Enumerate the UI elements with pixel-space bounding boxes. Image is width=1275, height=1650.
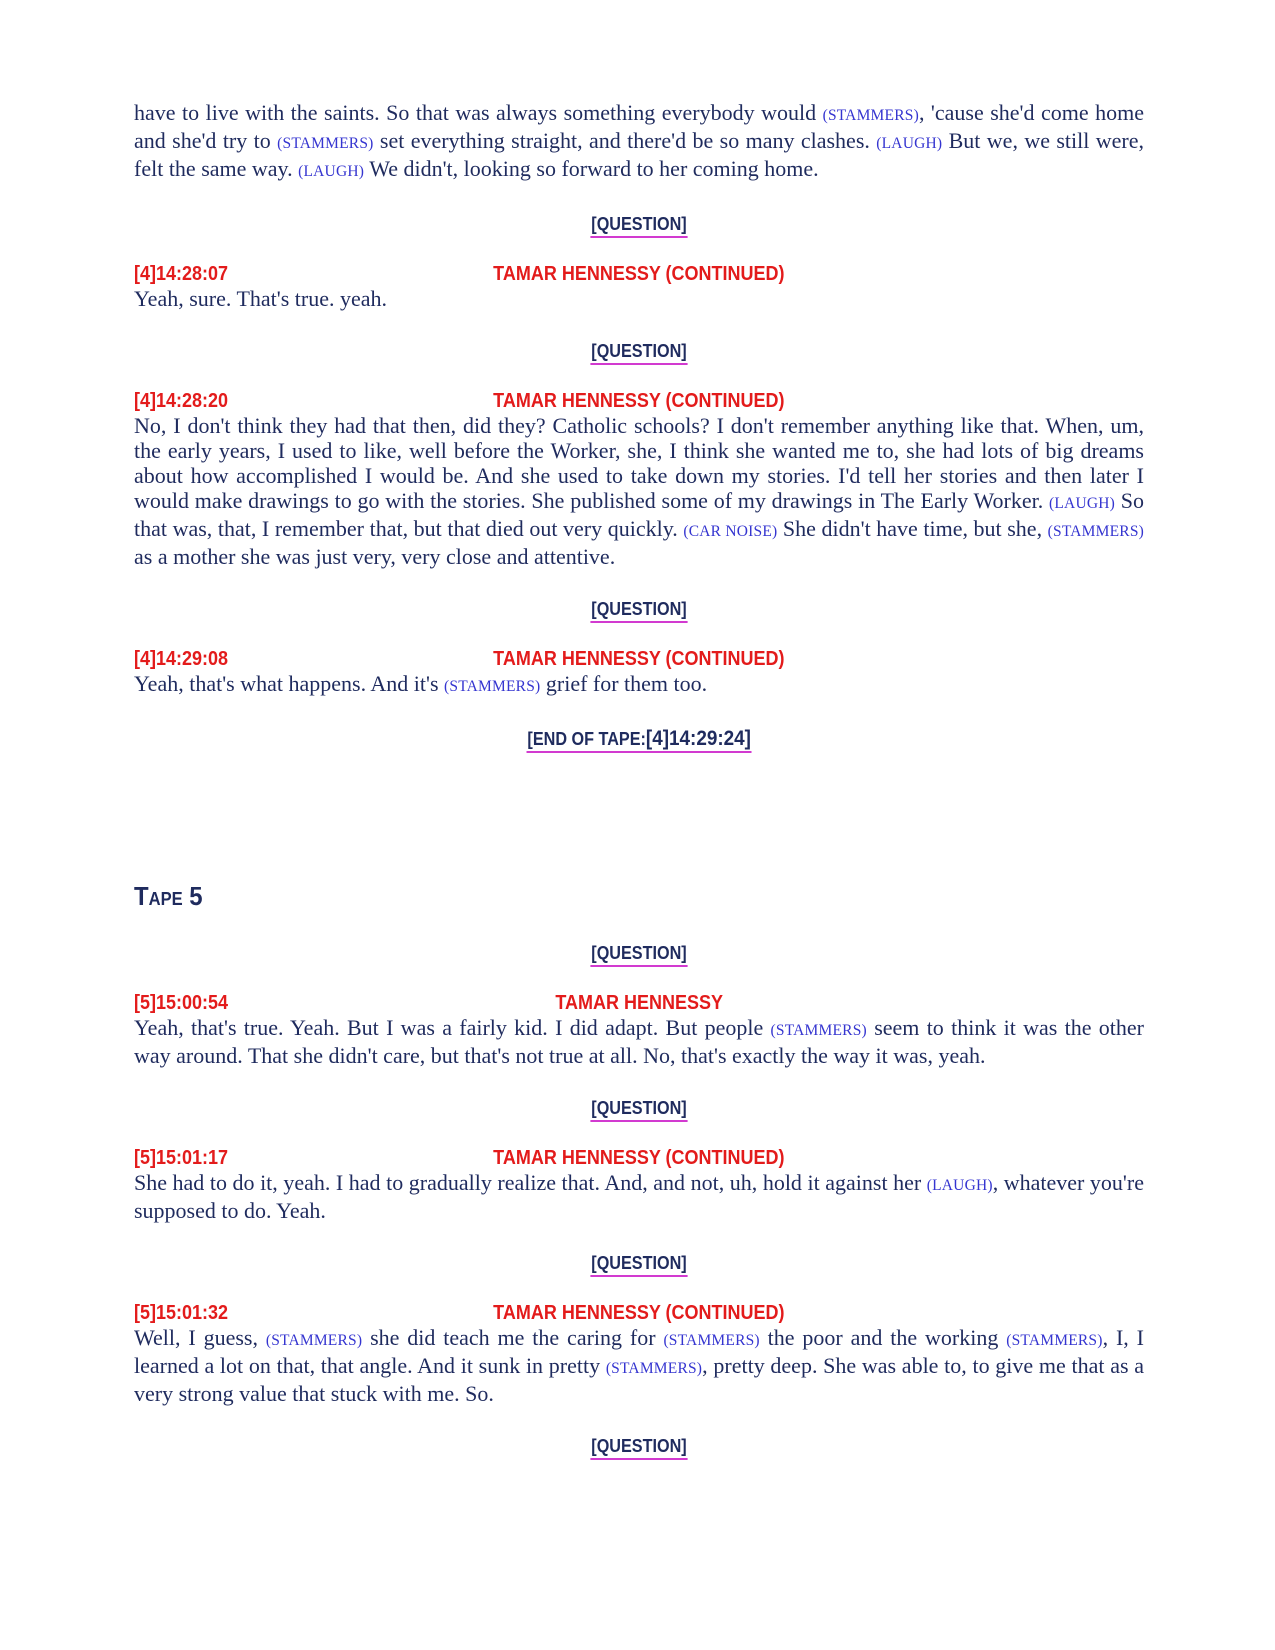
speech-text: , whatever you're supposed to do. Yeah.: [134, 1170, 1144, 1223]
timecode: [4]14:28:07: [134, 263, 229, 285]
transcript-paragraph: [134, 100, 1144, 184]
speech-text: , pretty deep. She was able to, to give me that as a very strong value that stuck with me. So.: [134, 1353, 1145, 1406]
transcript-paragraph: [134, 671, 1144, 699]
question-marker: [134, 1249, 1144, 1275]
timecode: [4]14:29:08: [134, 648, 229, 670]
transcript-paragraph: [134, 1170, 1144, 1223]
sound-cue: (STAMMERS): [605, 1360, 703, 1377]
speech-text: seem to think it was the other way around. That she didn't care, but that's not true at all. No, that's exactly the way it was, yeah.: [134, 1015, 1144, 1068]
question-label: [QUESTION]: [590, 598, 687, 623]
question-marker: [134, 337, 1144, 363]
sound-cue: (STAMMERS): [770, 1022, 867, 1039]
speaker-header: [134, 991, 1144, 1015]
sound-cue: (STAMMERS): [444, 678, 541, 695]
question-label: [QUESTION]: [590, 213, 687, 238]
question-label: [QUESTION]: [590, 340, 687, 365]
timecode: [5]15:01:32: [134, 1302, 229, 1324]
speech-text: Yeah, that's true. Yeah. But I was a fairly kid. I did adapt. But people: [134, 1015, 771, 1040]
speaker-header: [134, 1301, 1144, 1325]
sound-cue: (LAUGH): [926, 1177, 993, 1194]
sound-cue: (LAUGH): [876, 135, 943, 152]
question-marker: [134, 595, 1144, 621]
end-of-tape-timecode: [4]14:29:24]: [645, 727, 751, 750]
question-marker: [134, 939, 1144, 965]
sound-cue: (STAMMERS): [1006, 1332, 1103, 1349]
speech-text: have to live with the saints. So that was always something everybody would: [134, 100, 823, 125]
timecode: [5]15:01:17: [134, 1147, 229, 1169]
sound-cue: (STAMMERS): [265, 1332, 363, 1349]
question-label: [QUESTION]: [590, 1435, 687, 1460]
question-label: [QUESTION]: [590, 1097, 687, 1122]
speech-text: So that was, that, I remember that, but that died out very quickly.: [134, 488, 1144, 541]
speech-text: But we, we still were, felt the same way.: [134, 128, 1144, 181]
sound-cue: (STAMMERS): [1047, 523, 1145, 540]
timecode: [5]15:00:54: [134, 992, 229, 1014]
speech-text: Well, I guess,: [134, 1325, 266, 1350]
transcript-paragraph: [134, 1015, 1144, 1068]
speaker-name: TAMAR HENNESSY: [555, 992, 723, 1014]
speaker-header: [134, 262, 1144, 286]
timecode: [4]14:28:20: [134, 390, 229, 412]
question-marker: [134, 210, 1144, 236]
speech-text: We didn't, looking so forward to her coming home.: [364, 156, 819, 181]
sound-cue: (STAMMERS): [663, 1332, 760, 1349]
speech-text: She didn't have time, but she,: [777, 516, 1048, 541]
speech-text: Yeah, that's what happens. And it's: [134, 671, 445, 696]
question-label: [QUESTION]: [590, 1252, 687, 1277]
sound-cue: (LAUGH): [1049, 495, 1115, 512]
end-of-tape-label: [526, 728, 751, 753]
speaker-name: TAMAR HENNESSY (CONTINUED): [493, 1147, 785, 1169]
question-marker: [134, 1094, 1144, 1120]
speech-text: She had to do it, yeah. I had to gradually realize that. And, and not, uh, hold it against her: [134, 1170, 927, 1195]
speaker-header: [134, 647, 1144, 671]
speech-text: , I, I learned a lot on that, that angle. And it sunk in pretty: [134, 1325, 1144, 1378]
speaker-name: TAMAR HENNESSY (CONTINUED): [493, 390, 785, 412]
sound-cue: (LAUGH): [298, 163, 365, 180]
sound-cue: (STAMMERS): [822, 107, 919, 124]
question-marker: [134, 1432, 1144, 1458]
speaker-name: TAMAR HENNESSY (CONTINUED): [493, 648, 785, 670]
sound-cue: (STAMMERS): [277, 135, 374, 152]
sound-cue: (CAR NOISE): [683, 523, 778, 540]
transcript-paragraph: [134, 286, 1144, 311]
speech-text: , 'cause she'd come home and she'd try to: [134, 100, 1144, 153]
end-of-tape-marker: [134, 725, 1144, 751]
speech-text: No, I don't think they had that then, did they? Catholic schools? I don't remember anything like that. When, um, the early years, I used to like, well before the Worker, she, I think she wanted me to, she had lots of big dreams about how accomplished I would be. And she used to take down my stories. I'd tell her stories and then later I would make drawings to go with the stories. She published some of my drawings in The Early Worker.: [134, 413, 1144, 513]
speech-text: the poor and the working: [759, 1325, 1007, 1350]
transcript-page: [134, 100, 1144, 1484]
end-of-tape-text: [END OF TAPE:: [527, 729, 646, 749]
speaker-header: [134, 1146, 1144, 1170]
speech-text: set everything straight, and there'd be so many clashes.: [373, 128, 877, 153]
speaker-name: TAMAR HENNESSY (CONTINUED): [493, 1302, 785, 1324]
speech-text: grief for them too.: [540, 671, 708, 696]
speech-text: she did teach me the caring for: [362, 1325, 664, 1350]
tape-heading: Tape 5: [134, 881, 203, 911]
speaker-header: [134, 389, 1144, 413]
question-label: [QUESTION]: [590, 942, 687, 967]
speech-text: as a mother she was just very, very close and attentive.: [134, 544, 616, 569]
transcript-paragraph: [134, 413, 1144, 569]
transcript-paragraph: [134, 1325, 1144, 1406]
speaker-name: TAMAR HENNESSY (CONTINUED): [493, 263, 785, 285]
speech-text: Yeah, sure. That's true. yeah.: [134, 286, 388, 311]
